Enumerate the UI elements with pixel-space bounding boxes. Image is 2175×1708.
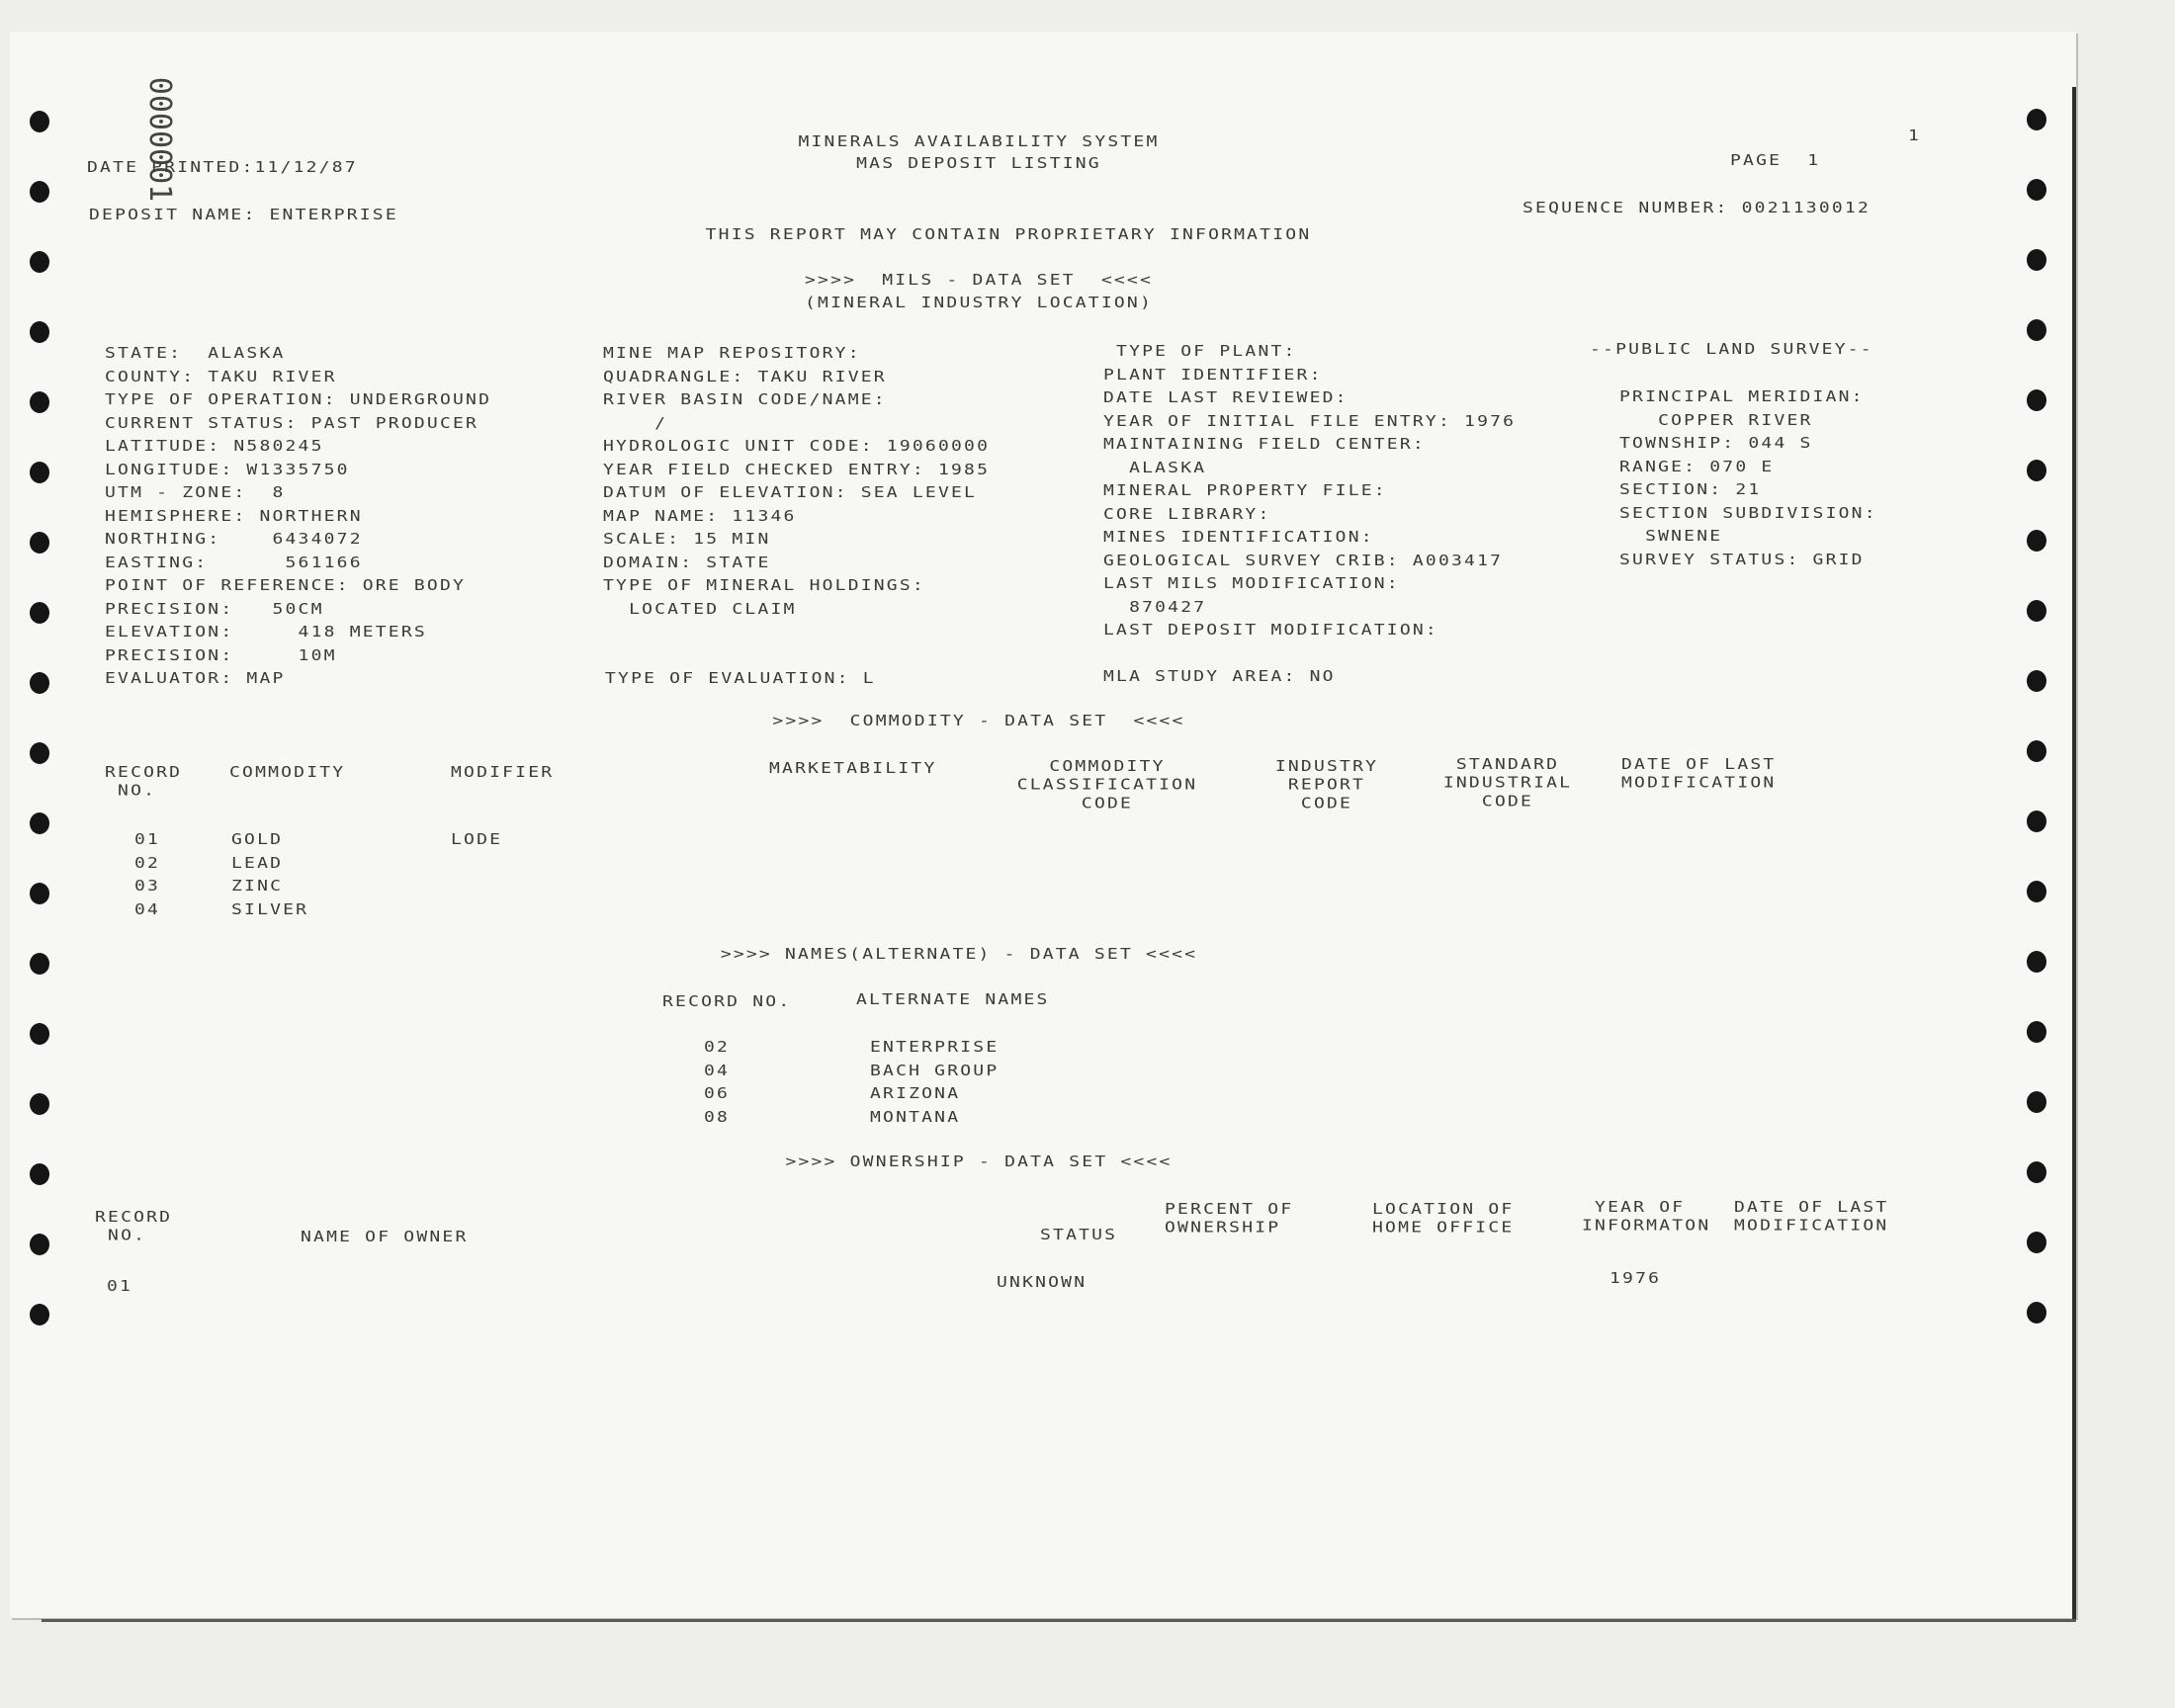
mils-field: PRECISION: 50CM <box>105 599 324 618</box>
tractor-hole <box>30 321 49 343</box>
tractor-hole <box>2027 951 2046 973</box>
commodity-header-classification: COMMODITY CLASSIFICATION CODE <box>1016 757 1198 812</box>
ownership-status: UNKNOWN <box>997 1273 1088 1292</box>
tractor-hole <box>2027 670 2046 692</box>
listing-title: MAS DEPOSIT LISTING <box>856 154 1101 173</box>
tractor-hole <box>2027 249 2046 271</box>
pls-field: RANGE: 070 E <box>1619 457 1775 475</box>
page-edge-right <box>2072 87 2076 1619</box>
mils-field: YEAR FIELD CHECKED ENTRY: 1985 <box>603 460 991 478</box>
mils-field: POINT OF REFERENCE: ORE BODY <box>105 576 467 595</box>
mils-field: HYDROLOGIC UNIT CODE: 19060000 <box>603 437 991 456</box>
tractor-hole <box>30 251 49 273</box>
names-record-no: 04 <box>704 1061 731 1079</box>
alternate-name: MONTANA <box>870 1107 961 1126</box>
tractor-hole <box>30 532 49 554</box>
tractor-hole <box>2027 319 2046 341</box>
mils-field: PLANT IDENTIFIER: <box>1103 365 1323 384</box>
tractor-hole <box>30 883 49 904</box>
printout-page <box>10 32 2076 1618</box>
ownership-record-no: 01 <box>107 1277 133 1296</box>
mils-field: GEOLOGICAL SURVEY CRIB: A003417 <box>1103 551 1504 569</box>
pls-field: PRINCIPAL MERIDIAN: <box>1619 387 1865 406</box>
pls-field: SECTION SUBDIVISION: <box>1619 503 1877 522</box>
tractor-hole <box>30 953 49 975</box>
mils-field: SCALE: 15 MIN <box>603 530 771 549</box>
names-header-record: RECORD NO. <box>662 992 792 1011</box>
tractor-hole <box>30 1234 49 1255</box>
tractor-hole <box>2027 389 2046 411</box>
mils-field: ALASKA <box>1103 458 1207 476</box>
tractor-hole <box>2027 1161 2046 1183</box>
tractor-hole <box>2027 600 2046 622</box>
ownership-header-location: LOCATION OF HOME OFFICE <box>1372 1200 1515 1237</box>
mils-field: ELEVATION: 418 METERS <box>105 623 427 641</box>
deposit-name: DEPOSIT NAME: ENTERPRISE <box>89 206 398 224</box>
mils-field: DATE LAST REVIEWED: <box>1103 388 1348 407</box>
mils-field: STATE: ALASKA <box>105 344 286 363</box>
mils-field: RIVER BASIN CODE/NAME: <box>603 390 887 409</box>
mils-title: >>>> MILS - DATA SET <<<< <box>805 271 1153 290</box>
pls-field: COPPER RIVER <box>1619 410 1813 429</box>
page-edge-bottom <box>42 1619 2076 1622</box>
tractor-hole <box>2027 1232 2046 1253</box>
pls-field: SURVEY STATUS: GRID <box>1619 550 1865 568</box>
system-title: MINERALS AVAILABILITY SYSTEM <box>798 132 1160 151</box>
tractor-hole <box>30 1093 49 1115</box>
ownership-title: >>>> OWNERSHIP - DATA SET <<<< <box>785 1153 1173 1171</box>
tractor-hole <box>2027 811 2046 832</box>
mils-field: QUADRANGLE: TAKU RIVER <box>603 367 887 385</box>
mils-field: MAINTAINING FIELD CENTER: <box>1103 435 1426 454</box>
tractor-hole <box>2027 1302 2046 1324</box>
ownership-header-year: YEAR OF INFORMATON <box>1582 1198 1711 1235</box>
film-mark-text: 0000001 <box>142 76 178 203</box>
mils-field: NORTHING: 6434072 <box>105 530 363 549</box>
public-land-survey-title: --PUBLIC LAND SURVEY-- <box>1590 340 1873 359</box>
commodity-record-no: 03 <box>134 877 161 896</box>
alternate-name: BACH GROUP <box>870 1061 1000 1079</box>
commodity-header-standard: STANDARD INDUSTRIAL CODE <box>1442 755 1573 811</box>
mils-field: TYPE OF OPERATION: UNDERGROUND <box>105 390 492 409</box>
names-header-alternate: ALTERNATE NAMES <box>856 990 1050 1009</box>
tractor-hole <box>2027 740 2046 762</box>
mils-field: HEMISPHERE: NORTHERN <box>105 506 363 525</box>
tractor-hole <box>2027 881 2046 902</box>
ownership-header-date: DATE OF LAST MODIFICATION <box>1734 1198 1889 1235</box>
tractor-hole <box>30 672 49 694</box>
mils-field: MINES IDENTIFICATION: <box>1103 528 1374 547</box>
commodity-record-no: 01 <box>134 830 161 849</box>
mils-field: LATITUDE: N580245 <box>105 437 324 456</box>
mils-field: DOMAIN: STATE <box>603 553 771 571</box>
tractor-hole <box>30 391 49 413</box>
mla-study-area: MLA STUDY AREA: NO <box>1103 667 1336 686</box>
commodity-header-record: RECORD NO. <box>105 763 183 800</box>
tractor-hole <box>30 462 49 483</box>
film-frame-mark <box>97 76 221 203</box>
mils-field: LONGITUDE: W1335750 <box>105 460 350 478</box>
proprietary-notice: THIS REPORT MAY CONTAIN PROPRIETARY INFORMATION <box>705 225 1312 244</box>
tractor-hole <box>30 1304 49 1325</box>
commodity-record-no: 02 <box>134 853 161 872</box>
commodity-header-date: DATE OF LAST MODIFICATION <box>1621 755 1777 792</box>
pls-field: TOWNSHIP: 044 S <box>1619 434 1813 453</box>
mils-field: 870427 <box>1103 597 1207 616</box>
mils-field: LAST MILS MODIFICATION: <box>1103 574 1400 593</box>
page-number: PAGE 1 <box>1730 151 1821 170</box>
sequence-number: SEQUENCE NUMBER: 0021130012 <box>1522 199 1870 217</box>
alternate-name: ENTERPRISE <box>870 1038 1000 1057</box>
commodity-modifier: LODE <box>451 830 503 849</box>
commodity-header-marketability: MARKETABILITY <box>769 759 937 778</box>
tractor-hole <box>2027 1091 2046 1113</box>
tractor-hole <box>30 1163 49 1185</box>
names-title: >>>> NAMES(ALTERNATE) - DATA SET <<<< <box>720 945 1198 964</box>
mils-field: MAP NAME: 11346 <box>603 506 797 525</box>
tractor-hole <box>2027 460 2046 481</box>
mils-field: LAST DEPOSIT MODIFICATION: <box>1103 621 1438 640</box>
commodity-name: LEAD <box>231 853 284 872</box>
names-record-no: 02 <box>704 1038 731 1057</box>
mils-field: DATUM OF ELEVATION: SEA LEVEL <box>603 483 978 502</box>
ownership-year: 1976 <box>1610 1269 1662 1288</box>
mils-field: TYPE OF PLANT: <box>1103 342 1297 361</box>
commodity-name: SILVER <box>231 899 309 918</box>
tractor-hole <box>30 812 49 834</box>
names-record-no: 06 <box>704 1084 731 1103</box>
commodity-title: >>>> COMMODITY - DATA SET <<<< <box>772 712 1185 730</box>
mils-field: / <box>603 413 668 432</box>
names-record-no: 08 <box>704 1107 731 1126</box>
ownership-header-record: RECORD NO. <box>95 1208 173 1244</box>
mils-field: YEAR OF INITIAL FILE ENTRY: 1976 <box>1103 411 1517 430</box>
commodity-header-modifier: MODIFIER <box>451 763 555 782</box>
tractor-hole <box>30 111 49 132</box>
commodity-name: GOLD <box>231 830 284 849</box>
date-printed: DATE PRINTED:11/12/87 <box>87 158 358 177</box>
commodity-header-commodity: COMMODITY <box>229 763 346 782</box>
ownership-header-status: STATUS <box>1040 1226 1118 1244</box>
mils-subtitle: (MINERAL INDUSTRY LOCATION) <box>805 294 1153 312</box>
pls-field: SECTION: 21 <box>1619 480 1762 499</box>
mils-field: COUNTY: TAKU RIVER <box>105 367 337 385</box>
commodity-name: ZINC <box>231 877 284 896</box>
mils-field: EASTING: 561166 <box>105 553 363 571</box>
tractor-hole <box>2027 1021 2046 1043</box>
tractor-hole <box>2027 179 2046 201</box>
alternate-name: ARIZONA <box>870 1084 961 1103</box>
commodity-record-no: 04 <box>134 899 161 918</box>
ownership-header-percent: PERCENT OF OWNERSHIP <box>1165 1200 1294 1237</box>
mils-field: CORE LIBRARY: <box>1103 504 1271 523</box>
mils-field: TYPE OF MINERAL HOLDINGS: <box>603 576 925 595</box>
evaluation-type: TYPE OF EVALUATION: L <box>605 669 876 688</box>
tractor-hole <box>30 181 49 203</box>
mils-field: EVALUATOR: MAP <box>105 669 286 688</box>
commodity-header-industry: INDUSTRY REPORT CODE <box>1274 757 1379 812</box>
tractor-hole <box>30 742 49 764</box>
mils-field: PRECISION: 10M <box>105 645 337 664</box>
ownership-header-owner: NAME OF OWNER <box>301 1228 469 1246</box>
tractor-hole <box>2027 109 2046 130</box>
mils-field: MINERAL PROPERTY FILE: <box>1103 481 1387 500</box>
tractor-hole <box>30 602 49 624</box>
tractor-hole <box>2027 530 2046 552</box>
mils-field: CURRENT STATUS: PAST PRODUCER <box>105 413 479 432</box>
mils-field: UTM - ZONE: 8 <box>105 483 286 502</box>
tractor-hole <box>30 1023 49 1045</box>
mils-field: MINE MAP REPOSITORY: <box>603 344 861 363</box>
sheet-number: 1 <box>1908 127 1922 145</box>
mils-field: LOCATED CLAIM <box>603 599 797 618</box>
pls-field: SWNENE <box>1619 527 1723 546</box>
